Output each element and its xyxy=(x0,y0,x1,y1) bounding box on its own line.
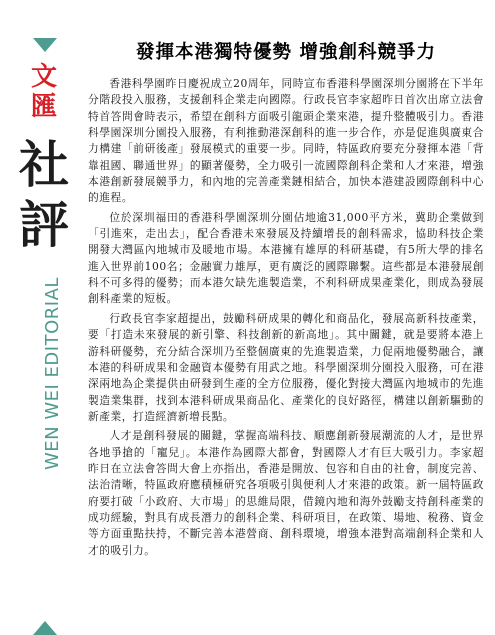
wenwei-brand-logo xyxy=(27,62,61,122)
article-paragraph-2: 位於深圳福田的香港科學園深圳分園佔地逾31,000平方米，冀助企業做到「引進來，走出去」，配合香港未來發展及持續增長的創科需求，協助科技企業開發大灣區內地城市及暖地市場。本港擁有雄厚的科研基礎，有5所大學的排名進入世界前100名；金融實力雄厚，更有廣泛的國際聯繫。這些都是本港發展創科不可多得的優勢；而本港欠缺先進製造業，不利科研成果產業化，則成為發展創科產業的短板。 xyxy=(88,210,484,306)
editorial-article xyxy=(88,40,484,562)
editorial-masthead xyxy=(0,0,80,635)
brand-char-2: 匯 xyxy=(30,92,57,122)
column-title-char-2: 評 xyxy=(19,195,69,254)
column-title xyxy=(14,135,74,255)
article-paragraph-3: 行政長官李家超提出，鼓勵科研成果的轉化和商品化，發展高新科技產業，要「打造未來發展的新引擎、科技創新的新高地」。其中關鍵，就是要將本港上游科研優勢，充分結合深圳乃至整個廣東的先進製造業，力促兩地優勢融合，讓本港的科研成果和金融資本優勢有用武之地。科學園深圳分園投入服務，可在港深兩地為企業提供由研發到生產的全方位服務，優化對接大灣區內地城市的先進製造業集群，找到本港科研成果商品化、產業化的良好路徑，構建以創新驅動的新產業，打造經濟新增長點。 xyxy=(88,311,484,423)
ribbon-top-decoration xyxy=(33,38,57,52)
article-paragraph-4: 人才是創科發展的關鍵，掌握高端科技、順應創新發展潮流的人才，是世界各地爭搶的「寵兒」。本港作為國際大都會，對國際人才有巨大吸引力。李家超昨日在立法會答問大會上亦指出，香港是開放、包容和自由的社會，制度完善、法治清晰，特區政府應積極研究各項吸引與便利人才來港的政策。新一屆特區政府要打破「小政府、大市場」的思維局限，借鏡內地和海外鼓勵支持創科產業的成功經驗，對具有成長潛力的創科企業、科研項目，在政策、場地、稅務、資金等方面重點扶持，不斷完善本港營商、創科環境，增強本港對高端創科企業和人才的吸引力。 xyxy=(88,429,484,557)
article-paragraph-1: 香港科學園昨日慶祝成立20周年，同時宣布香港科學園深圳分園將在下半年分階段投入服務，支援創科企業走向國際。行政長官李家超昨日首次出席立法會特首答問會時表示，希望在創科方面吸引龍頭企業來港，提升整體吸引力。香港科學園深圳分園投入服務，有利推動港深創科的進一步合作，亦是促進與廣東合力構建「前研後產」發展模式的重要一步。同時，特區政府要充分發揮本港「背靠祖國、聯通世界」的顯著優勢，全力吸引一流國際創科企業和人才來港，增強本港創新發展競爭力，和內地的完善產業鏈相結合，加快本港建設國際創科中心的進程。 xyxy=(88,77,484,205)
article-headline: 發揮本港獨特優勢 增強創科競爭力 xyxy=(136,42,436,63)
brand-char-1: 文 xyxy=(30,62,57,92)
ribbon-bottom-decoration xyxy=(33,621,57,635)
column-title-char-1: 社 xyxy=(19,135,69,194)
column-english-label: WEN WEI EDITORIAL xyxy=(42,277,63,470)
